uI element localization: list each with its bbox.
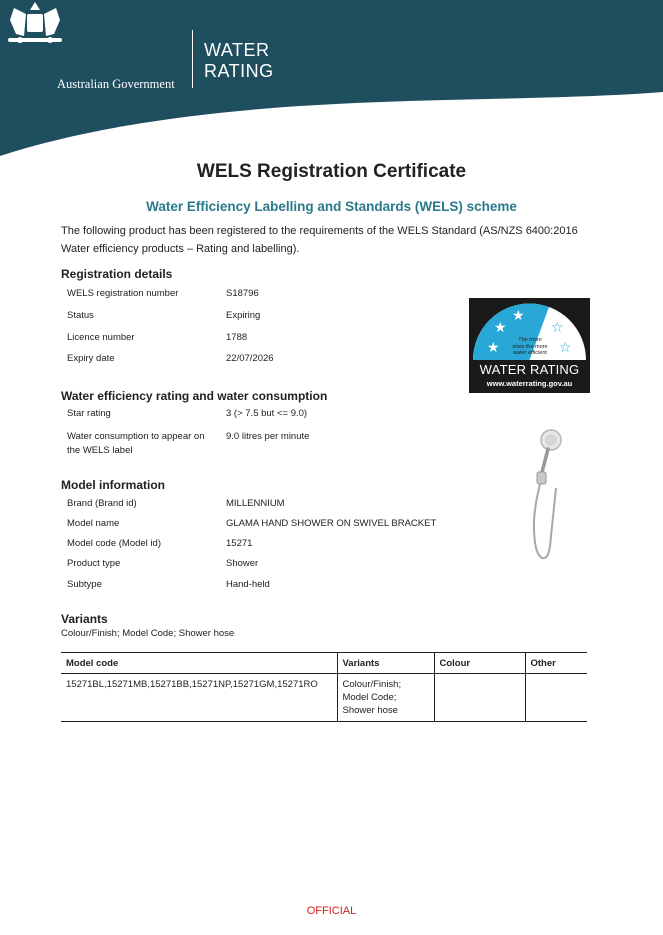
section-registration-heading: Registration details	[61, 267, 173, 281]
star-icon: ★	[512, 308, 525, 324]
header-banner	[0, 0, 663, 160]
value-status: Expiring	[226, 310, 261, 321]
column-header-other: Other	[525, 653, 587, 674]
label-star-rating: Star rating	[67, 408, 111, 419]
table-row	[61, 674, 587, 722]
cell-colour	[434, 674, 525, 722]
cell-variants	[337, 674, 434, 722]
label-product-type: Product type	[67, 558, 121, 569]
label-model-name: Model name	[67, 518, 120, 529]
value-model-name: GLAMA HAND SHOWER ON SWIVEL BRACKET	[226, 518, 437, 529]
brand-line-water: WATER	[204, 40, 270, 60]
star-outline-icon: ☆	[533, 308, 546, 324]
coat-of-arms-icon	[0, 0, 70, 50]
value-licence-number: 1788	[226, 332, 248, 343]
star-icon: ★	[494, 320, 507, 336]
value-star-rating: 3 (> 7.5 but <= 9.0)	[226, 408, 308, 419]
star-outline-icon: ☆	[551, 320, 564, 336]
value-subtype: Hand-held	[226, 579, 270, 590]
value-registration-number: S18796	[226, 288, 259, 299]
badge-title: WATER RATING	[479, 362, 580, 377]
header-divider	[192, 30, 193, 88]
variants-table	[61, 652, 587, 722]
value-brand: MILLENNIUM	[226, 498, 285, 509]
label-status: Status	[67, 310, 94, 321]
value-product-type: Shower	[226, 558, 259, 569]
section-efficiency-heading: Water efficiency rating and water consumption	[61, 389, 328, 403]
section-model-heading: Model information	[61, 478, 165, 492]
cell-variants-line: Colour/Finish;	[342, 679, 402, 690]
label-registration-number: WELS registration number	[67, 288, 179, 299]
label-subtype: Subtype	[67, 579, 102, 590]
cell-variants-line: Model Code;	[342, 692, 397, 703]
label-expiry-date: Expiry date	[67, 353, 115, 364]
star-icon: ★	[487, 340, 500, 356]
cell-other	[525, 674, 587, 722]
star-outline-icon: ☆	[559, 340, 572, 356]
column-header-model-code: Model code	[61, 653, 337, 674]
label-brand: Brand (Brand id)	[67, 498, 137, 509]
intro-paragraph: The following product has been registered to the requirements of the WELS Standard (AS/NZS 6400:2016 Water efficiency products – Rating and labelling).	[61, 225, 578, 255]
value-expiry-date: 22/07/2026	[226, 353, 274, 364]
badge-tagline-2: stars the more	[512, 343, 548, 350]
badge-tagline-3: water efficient	[513, 350, 547, 356]
badge-tagline-1: The more	[518, 337, 542, 343]
label-model-code: Model code (Model id)	[67, 538, 161, 549]
page-title: WELS Registration Certificate	[196, 161, 467, 182]
cell-variants-line: Shower hose	[342, 705, 398, 716]
water-rating-badge	[469, 298, 590, 393]
column-header-colour: Colour	[434, 653, 525, 674]
label-water-consumption: Water consumption to appear on the WELS label	[67, 431, 205, 456]
label-licence-number: Licence number	[67, 332, 135, 343]
variants-note: Colour/Finish; Model Code; Shower hose	[61, 628, 235, 639]
brand-line-rating: RATING	[204, 61, 274, 81]
value-model-code: 15271	[226, 538, 253, 549]
table-header-row	[61, 653, 587, 674]
cell-model-code: 15271BL,15271MB,15271BB,15271NP,15271GM,15271RO	[61, 674, 337, 722]
section-variants-heading: Variants	[61, 612, 108, 626]
badge-tagline	[505, 337, 555, 357]
government-wordmark: Australian Government	[57, 77, 175, 91]
hand-shower-image	[522, 428, 566, 568]
value-water-consumption: 9.0 litres per minute	[226, 431, 310, 442]
badge-url: www.waterrating.gov.au	[486, 379, 573, 388]
scheme-subtitle: Water Efficiency Labelling and Standards (WELS) scheme	[146, 199, 517, 214]
official-marking: OFFICIAL	[306, 905, 357, 917]
column-header-variants: Variants	[337, 653, 434, 674]
